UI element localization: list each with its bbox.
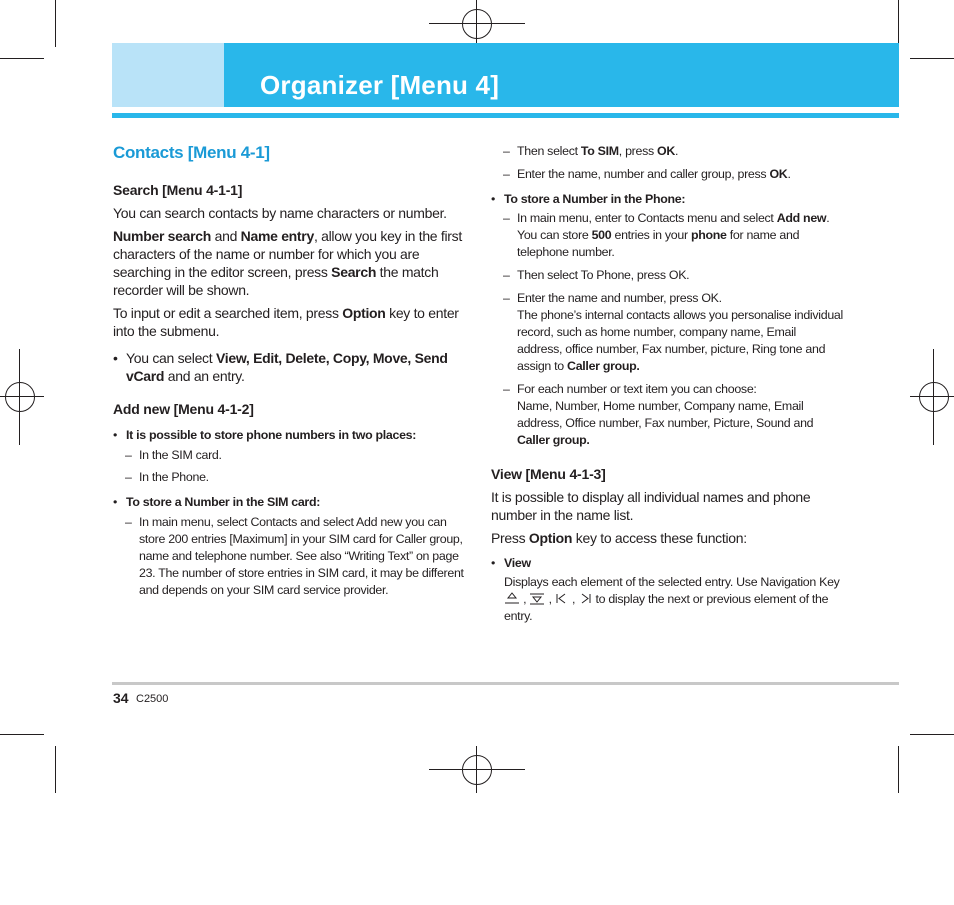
- phone-dash-item: – Enter the name and number, press OK. The phone’s internal contacts allows you personalise individual record, such as home number, company name, Email address, office number, Fax number, picture, Ring tone and assign to Caller group.: [491, 290, 843, 375]
- right-column: [491, 143, 843, 625]
- search-bullet: • You can select View, Edit, Delete, Copy, Move, Send vCard and an entry.: [113, 349, 465, 385]
- nav-key-up-icon: [504, 592, 520, 605]
- phone-dash-item: – For each number or text item you can choose: Name, Number, Home number, Company name, Email address, Office number, Fax number, Picture, Sound and Caller group.: [491, 381, 843, 449]
- subsection-title-search: Search [Menu 4-1-1]: [113, 182, 243, 198]
- view-description: Displays each element of the selected entry. Use Navigation Key , , , to display the next or previous element of the entry.: [504, 575, 840, 623]
- nav-key-right-icon: [578, 592, 592, 605]
- search-paragraph: To input or edit a searched item, press Option key to enter into the submenu.: [113, 305, 459, 339]
- phone-bullet: • To store a Number in the Phone:: [491, 191, 843, 208]
- section-title: Contacts [Menu 4-1]: [113, 143, 270, 162]
- left-column: [113, 143, 465, 599]
- page-title: Organizer [Menu 4]: [260, 70, 500, 100]
- page-number: 34: [113, 690, 129, 706]
- registration-mark: [462, 755, 492, 785]
- registration-mark: [5, 382, 35, 412]
- crop-mark: [0, 734, 44, 735]
- view-paragraph: It is possible to display all individual names and phone number in the name list.: [491, 489, 811, 523]
- footer-rule: [112, 682, 899, 685]
- sim-dash-item: – Enter the name, number and caller group, press OK.: [491, 166, 843, 183]
- subsection-title-view: View [Menu 4-1-3]: [491, 466, 606, 482]
- add-new-bullet: • It is possible to store phone numbers in two places:: [113, 427, 465, 444]
- search-paragraph: You can search contacts by name characters or number.: [113, 205, 447, 221]
- crop-mark: [0, 58, 44, 59]
- search-paragraph: Number search and Name entry, allow you key in the first characters of the name or number for which you are searching in the editor screen, press Search the match recorder will be shown.: [113, 228, 462, 298]
- registration-mark: [919, 382, 949, 412]
- view-bullet: • View: [491, 555, 843, 572]
- crop-mark: [55, 0, 56, 47]
- add-new-dash-item: – In the Phone.: [113, 469, 465, 486]
- model-label: C2500: [136, 693, 169, 705]
- registration-mark: [462, 9, 492, 39]
- header-accent-block: [112, 43, 224, 107]
- subsection-title-add-new: Add new [Menu 4-1-2]: [113, 401, 254, 417]
- crop-mark: [898, 0, 899, 47]
- crop-mark: [910, 58, 954, 59]
- add-new-bullet: • To store a Number in the SIM card:: [113, 494, 465, 511]
- crop-mark: [898, 746, 899, 793]
- phone-dash-item: – Then select To Phone, press OK.: [491, 267, 843, 284]
- crop-mark: [55, 746, 56, 793]
- add-new-dash-item: – In the SIM card.: [113, 447, 465, 464]
- add-new-dash-item: – In main menu, select Contacts and select Add new you can store 200 entries [Maximum] in your SIM card for Caller group, name and telephone number. See also “Writing Text” on page 23. The number of store entries in SIM card, it may be different and depends on your SIM card service provider.: [113, 514, 465, 599]
- header-rule: [112, 113, 899, 118]
- crop-mark: [910, 734, 954, 735]
- view-paragraph: Press Option key to access these function:: [491, 530, 747, 546]
- sim-dash-item: – Then select To SIM, press OK.: [491, 143, 843, 160]
- phone-dash-item: – In main menu, enter to Contacts menu and select Add new. You can store 500 entries in your phone for name and telephone number.: [491, 210, 843, 261]
- nav-key-left-icon: [555, 592, 569, 605]
- nav-key-down-icon: [529, 592, 545, 605]
